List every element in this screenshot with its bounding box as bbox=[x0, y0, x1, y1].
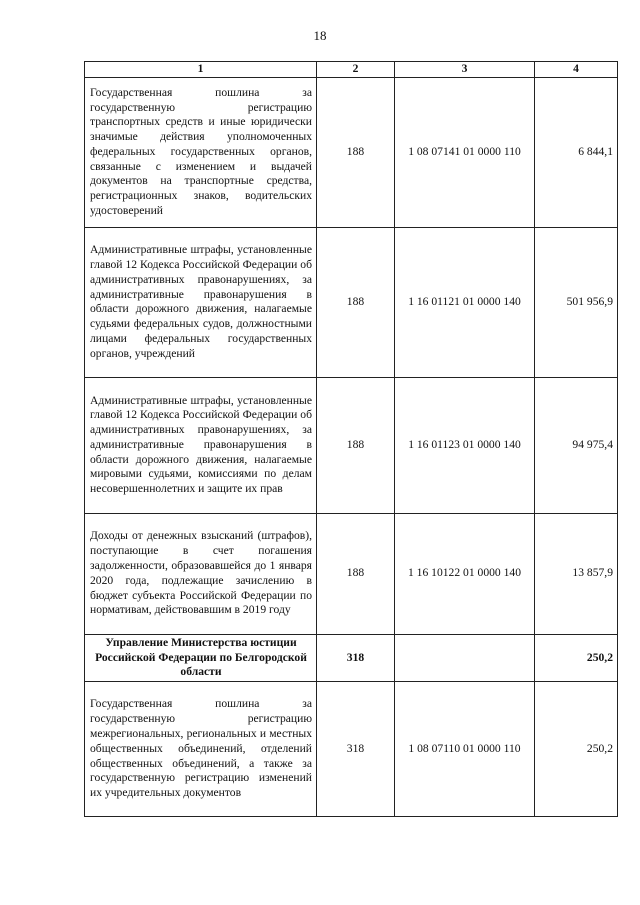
row-revenue-code bbox=[395, 634, 535, 681]
row-admin-code: 188 bbox=[317, 513, 395, 634]
row-amount: 6 844,1 bbox=[535, 77, 618, 227]
revenue-table bbox=[84, 61, 618, 817]
header-col-3: 3 bbox=[395, 62, 535, 78]
row-amount: 501 956,9 bbox=[535, 227, 618, 377]
row-admin-code: 188 bbox=[317, 227, 395, 377]
row-name: Административные штрафы, установленные главой 12 Кодекса Российской Федерации об административных правонарушениях, за административные правонарушения в области дорожного движения, налагаемые судьями федеральных судов, должностными лицами федеральных государственных органов, учреждений bbox=[85, 227, 317, 377]
row-name: Государственная пошлина за государственную регистрацию транспортных средств и иные юридически значимые действия уполномоченных федеральных государственных органов, связанные с изменением и выдачей документов на транспортные средства, регистрационных знаков, водительских удостоверений bbox=[85, 77, 317, 227]
table-row bbox=[85, 513, 618, 634]
row-admin-code: 188 bbox=[317, 377, 395, 513]
row-admin-code: 188 bbox=[317, 77, 395, 227]
row-name: Административные штрафы, установленные главой 12 Кодекса Российской Федерации об административных правонарушениях, за административные правонарушения в области дорожного движения, налагаемые мировыми судьями, комиссиями по делам несовершеннолетних и защите их прав bbox=[85, 377, 317, 513]
table-row bbox=[85, 682, 618, 817]
row-amount: 250,2 bbox=[535, 634, 618, 681]
header-col-4: 4 bbox=[535, 62, 618, 78]
table-row bbox=[85, 377, 618, 513]
row-revenue-code: 1 08 07141 01 0000 110 bbox=[395, 77, 535, 227]
row-amount: 13 857,9 bbox=[535, 513, 618, 634]
table-header-row bbox=[85, 62, 618, 78]
row-amount: 94 975,4 bbox=[535, 377, 618, 513]
row-revenue-code: 1 16 01121 01 0000 140 bbox=[395, 227, 535, 377]
table-row bbox=[85, 77, 618, 227]
row-name: Управление Министерства юстиции Российской Федерации по Белгородской области bbox=[85, 634, 317, 681]
table-row bbox=[85, 227, 618, 377]
header-col-1: 1 bbox=[85, 62, 317, 78]
row-admin-code: 318 bbox=[317, 682, 395, 817]
row-admin-code: 318 bbox=[317, 634, 395, 681]
page-number: 18 bbox=[313, 28, 327, 43]
table-row-section bbox=[85, 634, 618, 681]
row-revenue-code: 1 16 01123 01 0000 140 bbox=[395, 377, 535, 513]
row-name: Доходы от денежных взысканий (штрафов), поступающие в счет погашения задолженности, образовавшейся до 1 января 2020 года, подлежащие зачислению в бюджет субъекта Российской Федерации по нормативам, действовавшим в 2019 году bbox=[85, 513, 317, 634]
row-revenue-code: 1 16 10122 01 0000 140 bbox=[395, 513, 535, 634]
row-name: Государственная пошлина за государственную регистрацию межрегиональных, региональных и местных общественных объединений, отделений общественных объединений, а также за государственную регистрацию изменений их учредительных документов bbox=[85, 682, 317, 817]
header-col-2: 2 bbox=[317, 62, 395, 78]
row-revenue-code: 1 08 07110 01 0000 110 bbox=[395, 682, 535, 817]
row-amount: 250,2 bbox=[535, 682, 618, 817]
